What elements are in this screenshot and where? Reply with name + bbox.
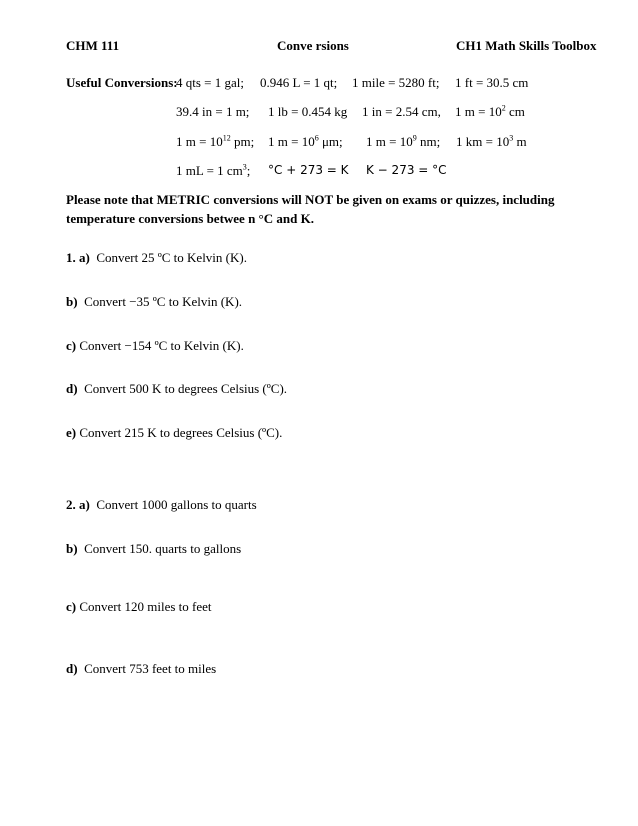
question-label: 2. a) — [66, 497, 90, 512]
question-label: c) — [66, 338, 77, 353]
question-1d — [66, 381, 287, 397]
conv-ml-cm3: 1 mL = 1 $cm^3$; — [176, 162, 251, 178]
conv-l-qt: 0.946 L = 1 qt; — [260, 75, 338, 90]
exam-note: Please note that METRIC conversions will NOT be given on exams or quizzes, including temperature conversions betwee n °C and K. — [66, 192, 555, 226]
question-text: Convert −154 ºC to Kelvin (K). — [79, 338, 244, 353]
question-1a — [66, 250, 247, 266]
question-text: Convert 1000 gallons to quarts — [96, 497, 257, 512]
question-text: Convert 753 feet to miles — [84, 661, 217, 676]
question-label: b) — [66, 541, 78, 556]
question-text: Convert 500 K to degrees Celsius (ºC). — [84, 381, 288, 396]
kelvin-to-celsius-formula: K − 273 = °C — [366, 163, 447, 177]
question-label: c) — [66, 599, 77, 614]
question-2d — [66, 661, 216, 677]
conv-m-cm: 1 $m = 10^2$ cm — [455, 103, 525, 119]
conversions-label: Useful Conversions: — [66, 75, 178, 90]
question-1c — [66, 338, 244, 354]
conv-in-cm: 1 in = 2.54 cm, — [362, 104, 441, 119]
question-label: d) — [66, 381, 78, 396]
question-1e — [66, 425, 282, 441]
question-2b — [66, 541, 241, 557]
section-title: CH1 Math Skills Toolbox — [456, 38, 597, 53]
celsius-to-kelvin-formula: °C + 273 = K — [268, 163, 349, 177]
question-label: 1. a) — [66, 250, 90, 265]
conv-m-um: 1 $m = 10^6$ μm; — [268, 133, 343, 149]
question-2c — [66, 599, 212, 615]
conv-m-nm: 1 $m = 10^9$ nm; — [366, 133, 441, 149]
conv-m-pm: 1 $m = 10^{12}$ pm; — [176, 133, 255, 149]
conv-lb-kg: 1 lb = 0.454 kg — [268, 104, 348, 119]
question-1b — [66, 294, 242, 310]
question-label: b) — [66, 294, 78, 309]
question-text: Convert 150. quarts to gallons — [84, 541, 242, 556]
conv-gal-qt: 4 qts = 1 gal; — [176, 75, 244, 90]
course-code: CHM 111 — [66, 38, 120, 53]
question-2a — [66, 497, 257, 513]
question-text: Convert −35 ºC to Kelvin (K). — [84, 294, 243, 309]
page-title: Conve rsions — [277, 38, 349, 53]
question-text: Convert 25 ºC to Kelvin (K). — [96, 250, 247, 265]
question-label: e) — [66, 425, 77, 440]
conv-ft-cm: 1 ft = 30.5 cm — [455, 75, 529, 90]
conv-mile-ft: 1 mile = 5280 ft; — [352, 75, 440, 90]
conv-km-m: 1 km = $10^3$ m — [456, 133, 527, 149]
question-label: d) — [66, 661, 78, 676]
question-text: Convert 215 K to degrees Celsius (ºC). — [79, 425, 283, 440]
question-text: Convert 120 miles to feet — [79, 599, 212, 614]
conv-in-m: 39.4 in = 1 m; — [176, 104, 250, 119]
